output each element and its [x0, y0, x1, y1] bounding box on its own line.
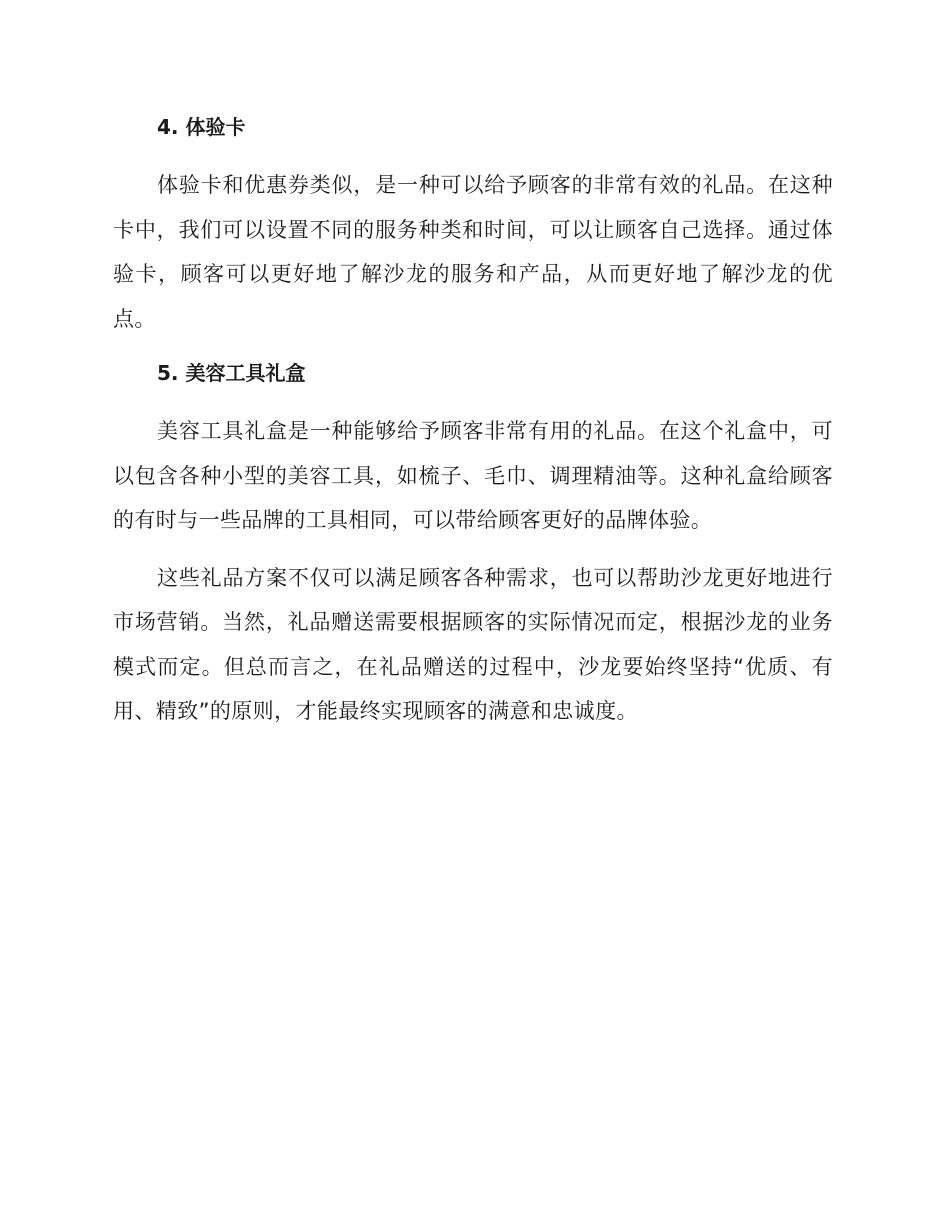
conclusion-paragraph: 这些礼品方案不仅可以满足顾客各种需求，也可以帮助沙龙更好地进行市场营销。当然，礼品赠送需要根据顾客的实际情况而定，根据沙龙的业务模式而定。但总而言之，在礼品赠送的过程中，沙龙要始终坚持“优质、有用、精致”的原则，才能最终实现顾客的满意和忠诚度。 [113, 565, 833, 723]
section-heading-experience-card: 4. 体验卡 [157, 115, 246, 139]
section-paragraph-beauty-tool-gift-box: 美容工具礼盒是一种能够给予顾客非常有用的礼品。在这个礼盒中，可以包含各种小型的美容工具，如梳子、毛巾、调理精油等。这种礼盒给顾客的有时与一些品牌的工具相同，可以带给顾客更好的品牌体验。 [113, 419, 833, 532]
section-heading-beauty-tool-gift-box: 5. 美容工具礼盒 [157, 361, 306, 385]
document-body [113, 110, 833, 734]
section-paragraph-experience-card: 体验卡和优惠券类似，是一种可以给予顾客的非常有效的礼品。在这种卡中，我们可以设置不同的服务种类和时间，可以让顾客自己选择。通过体验卡，顾客可以更好地了解沙龙的服务和产品，从而更好地了解沙龙的优点。 [113, 173, 833, 331]
